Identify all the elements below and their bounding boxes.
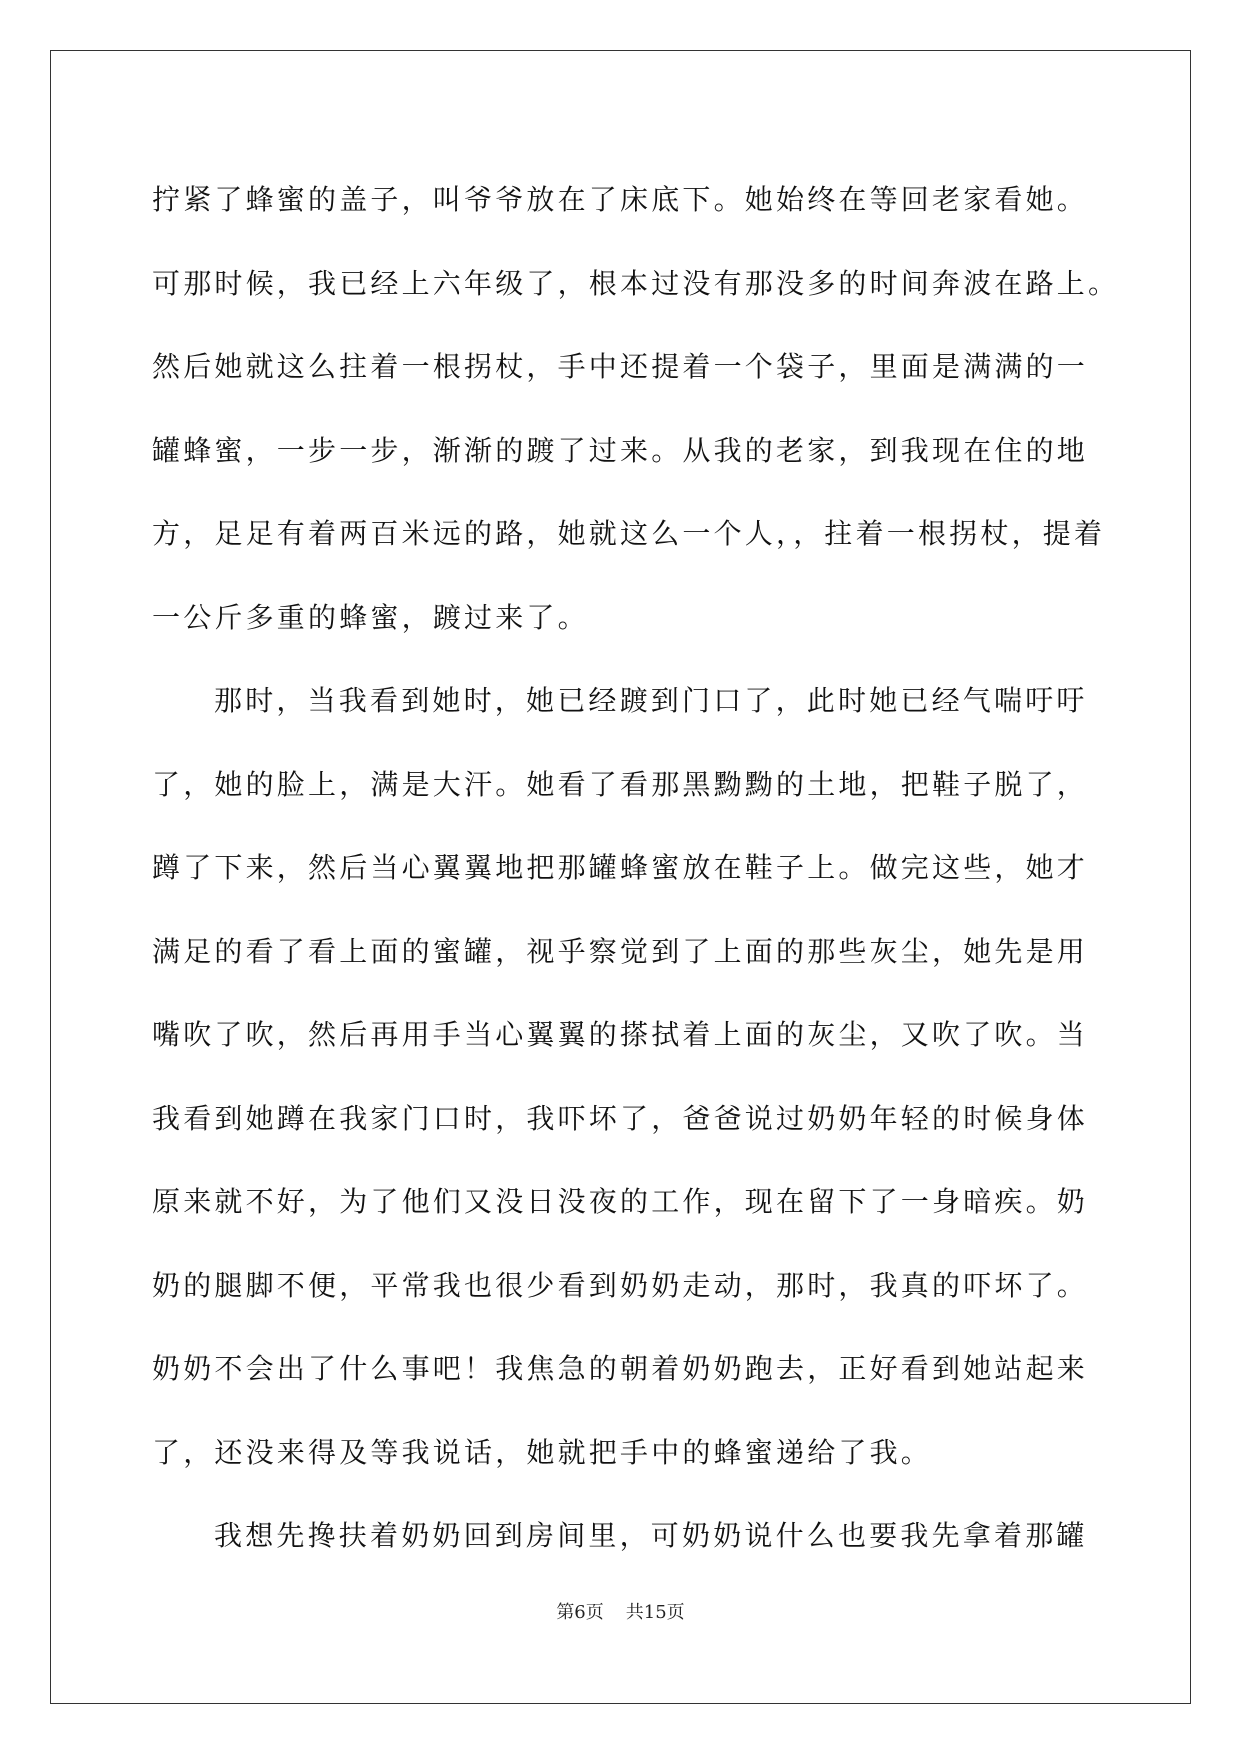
text-line: 我看到她蹲在我家门口时，我吓坏了，爸爸说过奶奶年轻的时候身体 xyxy=(152,1101,1089,1135)
text-line: 可那时候，我已经上六年级了，根本过没有那没多的时间奔波在路上。 xyxy=(152,266,1120,300)
document-body xyxy=(152,158,1120,1578)
text-line: 满足的看了看上面的蜜罐，视乎察觉到了上面的那些灰尘，她先是用 xyxy=(152,934,1089,968)
text-line: 一公斤多重的蜂蜜，踱过来了。 xyxy=(152,600,589,634)
text-line: 然后她就这么拄着一根拐杖，手中还提着一个袋子，里面是满满的一 xyxy=(152,350,1089,383)
text-line-paragraph-start: 我想先搀扶着奶奶回到房间里，可奶奶说什么也要我先拿着那罐 xyxy=(214,1519,1088,1552)
total-page-count: 共15页 xyxy=(625,1602,685,1623)
page-footer xyxy=(0,1598,1241,1624)
text-line: 原来就不好，为了他们又没日没夜的工作，现在留下了一身暗疾。奶 xyxy=(152,1185,1089,1218)
text-line: 方，足足有着两百米远的路，她就这么一个人，，拄着一根拐杖，提着 xyxy=(152,517,1106,550)
text-line: 了，还没来得及等我说话，她就把手中的蜂蜜递给了我。 xyxy=(152,1435,933,1469)
text-line: 罐蜂蜜，一步一步，渐渐的踱了过来。从我的老家，到我现在住的地 xyxy=(152,433,1089,467)
text-line: 奶的腿脚不便，平常我也很少看到奶奶走动，那时，我真的吓坏了。 xyxy=(152,1268,1089,1302)
text-line: 奶奶不会出了什么事吧！我焦急的朝着奶奶跑去，正好看到她站起来 xyxy=(152,1352,1089,1385)
text-line: 蹲了下来，然后当心翼翼地把那罐蜂蜜放在鞋子上。做完这些，她才 xyxy=(152,851,1089,884)
text-line: 了，她的脸上，满是大汗。她看了看那黑黝黝的土地，把鞋子脱了， xyxy=(152,767,1089,801)
current-page-number: 第6页 xyxy=(556,1602,604,1623)
text-line-paragraph-start: 那时，当我看到她时，她已经踱到门口了，此时她已经气喘吁吁 xyxy=(214,684,1088,717)
text-line: 拧紧了蜂蜜的盖子，叫爷爷放在了床底下。她始终在等回老家看她。 xyxy=(152,183,1089,216)
text-line: 嘴吹了吹，然后再用手当心翼翼的搽拭着上面的灰尘，又吹了吹。当 xyxy=(152,1018,1089,1051)
